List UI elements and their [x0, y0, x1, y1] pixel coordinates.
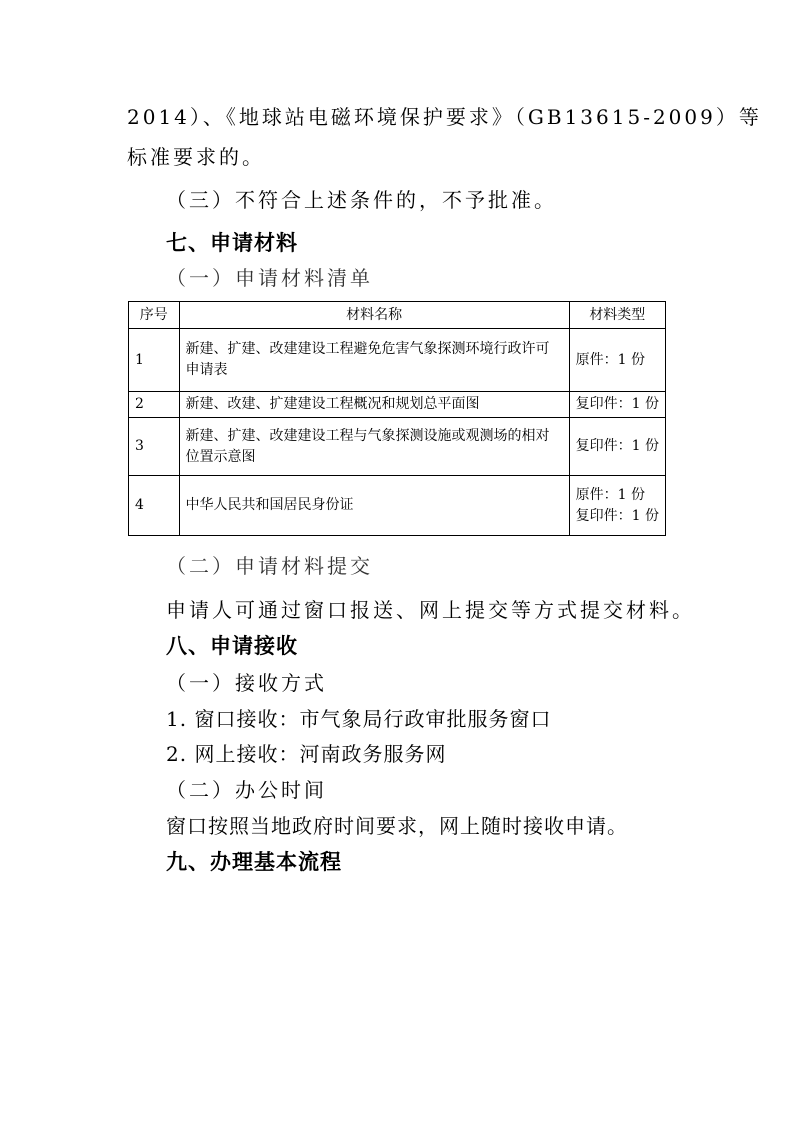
paragraph-submit-method: 申请人可通过窗口报送、网上提交等方式提交材料。 — [166, 598, 695, 622]
row-number: 3 — [129, 418, 180, 476]
column-header-name: 材料名称 — [179, 302, 569, 329]
table-row — [129, 392, 666, 418]
material-name: 新建、扩建、改建建设工程避免危害气象探测环境行政许可申请表 — [179, 329, 569, 392]
material-name: 新建、扩建、改建建设工程与气象探测设施或观测场的相对位置示意图 — [179, 418, 569, 476]
material-type: 复印件：1 份 — [569, 392, 665, 418]
paragraph-office-hours: 窗口按照当地政府时间要求，网上随时接收申请。 — [166, 814, 628, 838]
material-type: 原件：1 份 — [569, 329, 665, 392]
subsection-8-2-heading: （二）办公时间 — [166, 778, 327, 802]
column-header-type: 材料类型 — [569, 302, 665, 329]
receive-method-window: 1. 窗口接收：市气象局行政审批服务窗口 — [166, 707, 552, 731]
material-type-cell — [569, 476, 665, 536]
material-type: 复印件：1 份 — [569, 418, 665, 476]
table-row — [129, 329, 666, 392]
material-name: 新建、改建、扩建建设工程概况和规划总平面图 — [179, 392, 569, 418]
table-row — [129, 476, 666, 536]
section-7-heading: 七、申请材料 — [166, 231, 298, 255]
receive-method-online: 2. 网上接收：河南政务服务网 — [166, 742, 447, 766]
table-row — [129, 418, 666, 476]
column-header-number: 序号 — [129, 302, 180, 329]
paragraph-standards-line1: 2014）、《地球站电磁环境保护要求》（GB13615-2009）等 — [127, 105, 762, 129]
table-header-row — [129, 302, 666, 329]
material-type-secondary: 复印件：1 份 — [575, 507, 659, 524]
row-number: 4 — [129, 476, 180, 536]
section-8-heading: 八、申请接收 — [166, 634, 298, 658]
materials-table — [128, 301, 666, 536]
subsection-7-2-heading: （二）申请材料提交 — [166, 554, 373, 578]
material-name: 中华人民共和国居民身份证 — [179, 476, 569, 536]
subsection-8-1-heading: （一）接收方式 — [166, 671, 327, 695]
paragraph-not-approved: （三）不符合上述条件的，不予批准。 — [166, 188, 557, 212]
paragraph-standards-line2: 标准要求的。 — [127, 145, 265, 169]
material-type: 原件：1 份 — [575, 486, 645, 503]
subsection-7-1-heading: （一）申请材料清单 — [166, 266, 373, 290]
row-number: 1 — [129, 329, 180, 392]
row-number: 2 — [129, 392, 180, 418]
section-9-heading: 九、办理基本流程 — [166, 850, 342, 874]
